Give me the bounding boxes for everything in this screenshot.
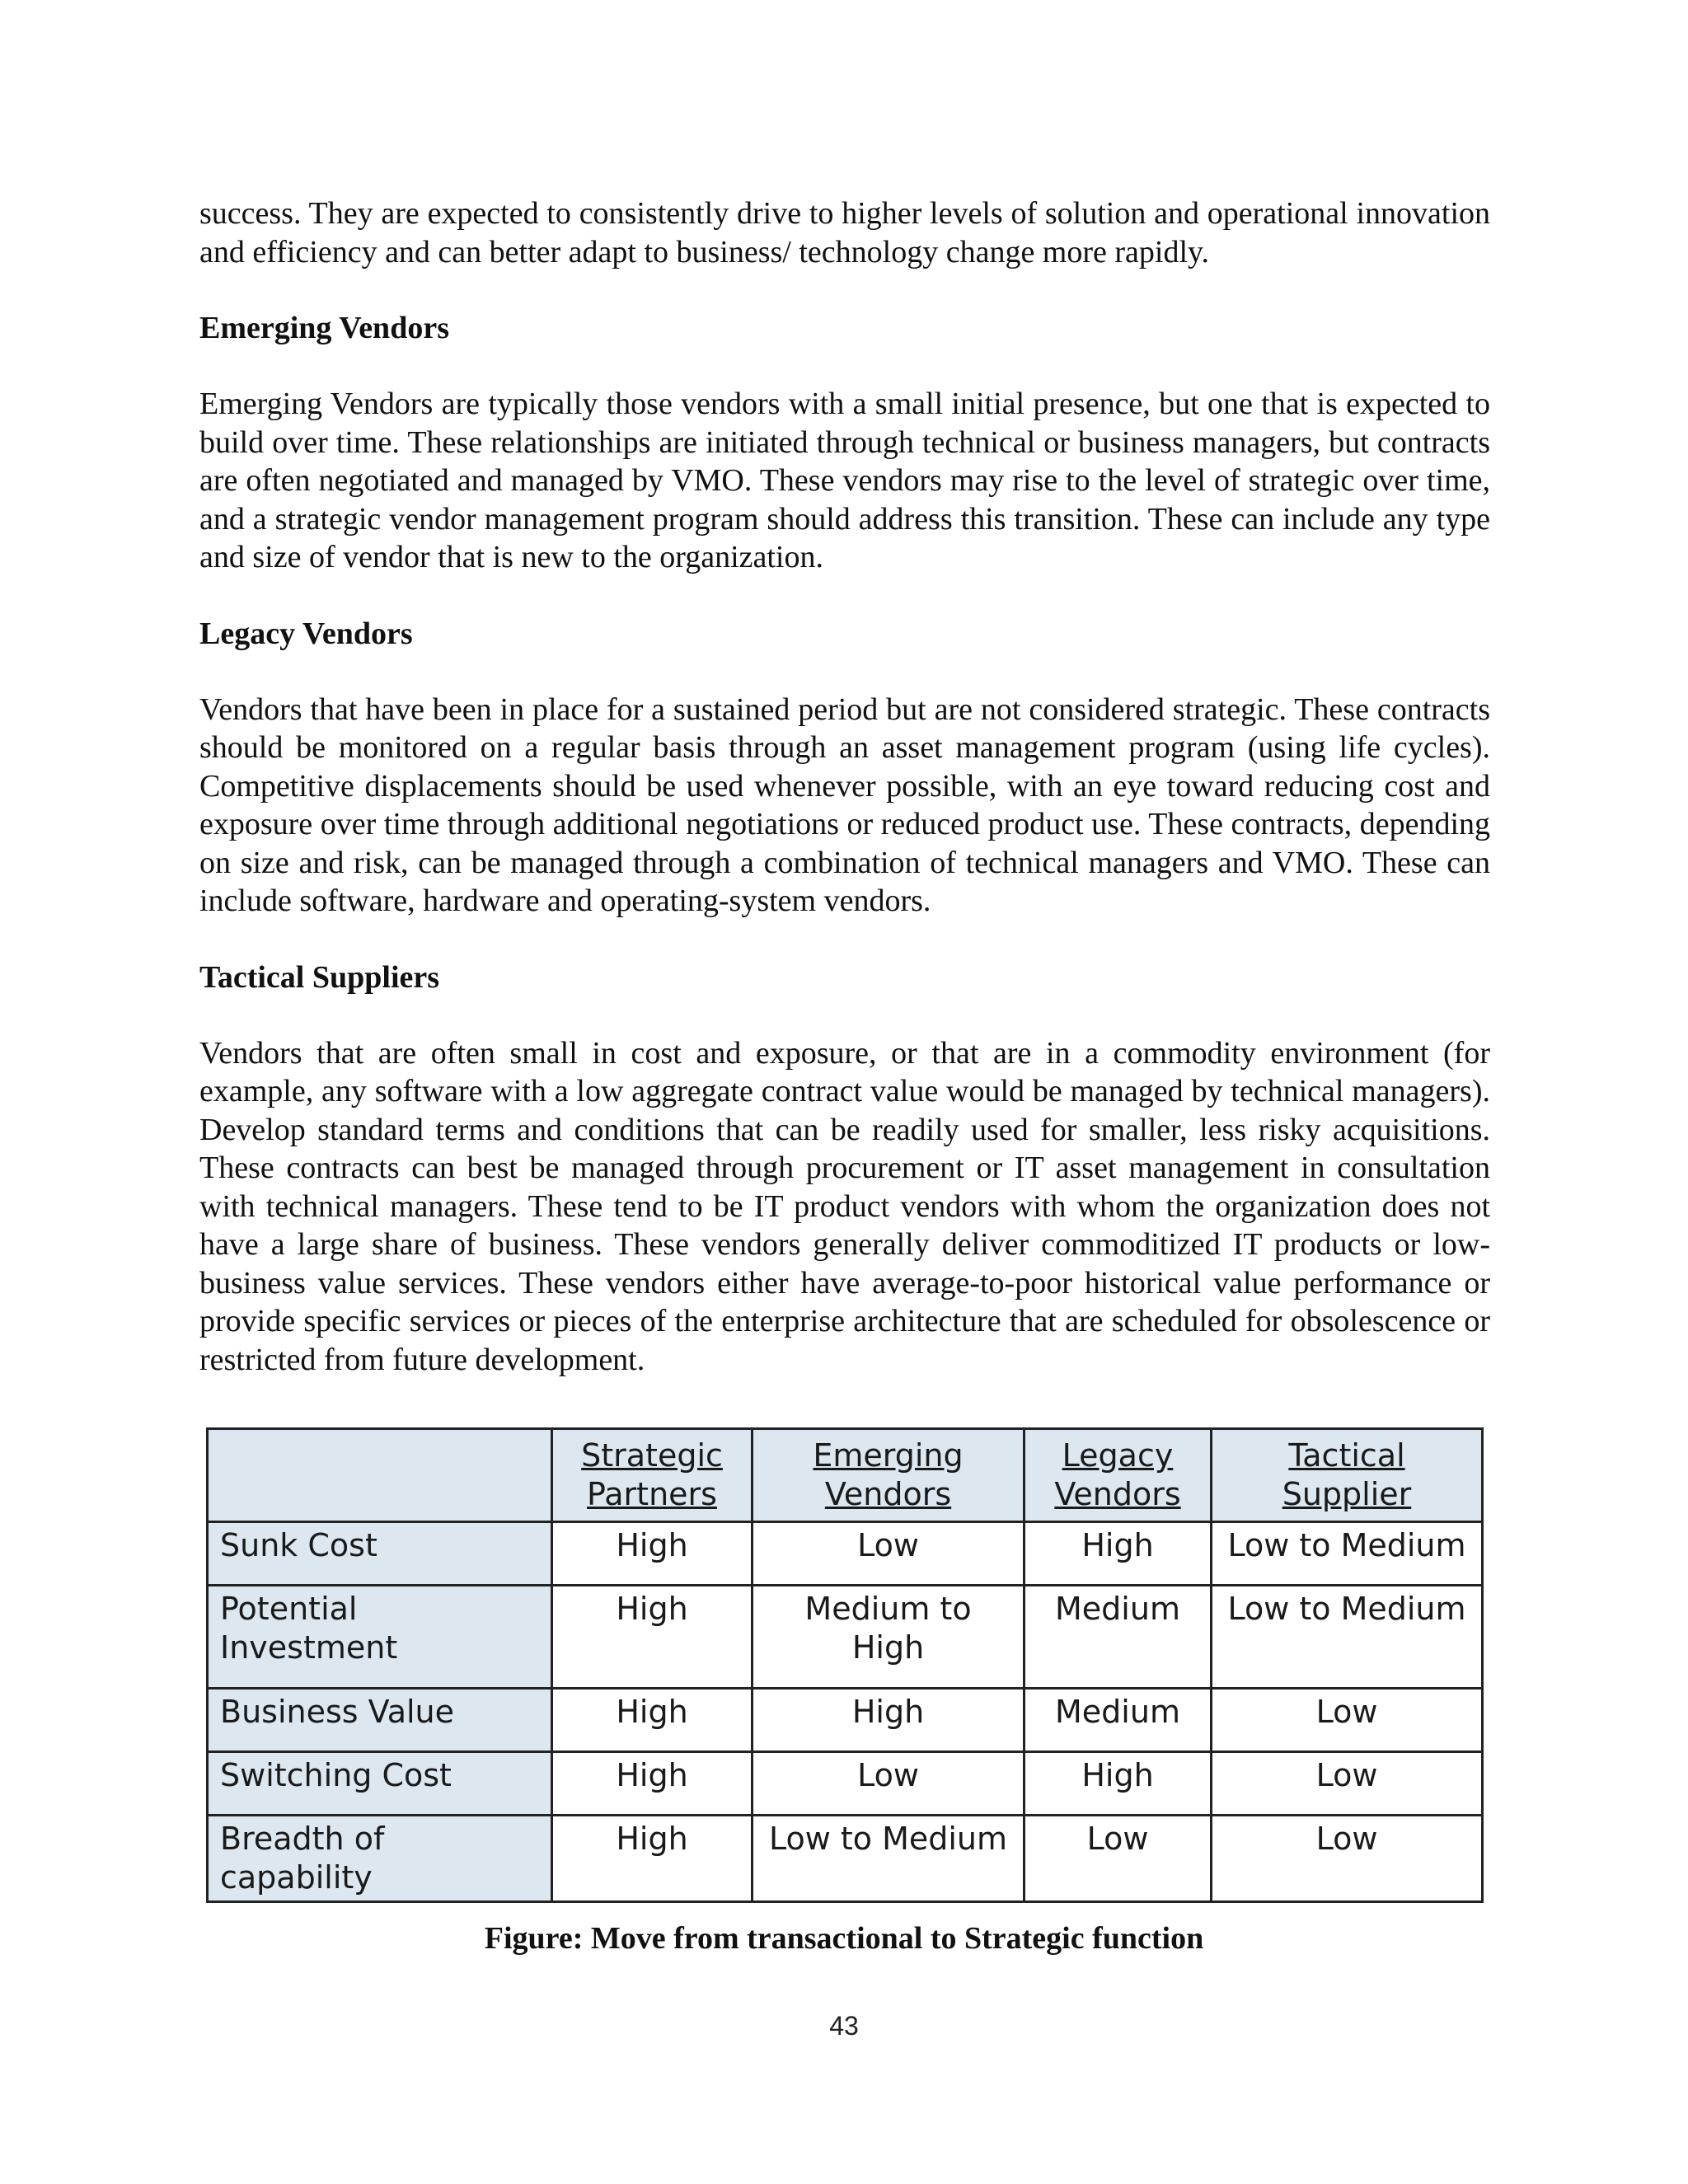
heading-legacy-vendors: Legacy Vendors	[199, 616, 413, 651]
table-cell: Medium to High	[753, 1586, 1025, 1689]
table-cell: Low	[753, 1752, 1025, 1816]
paragraph-emerging-vendors: Emerging Vendors are typically those vendors with a small initial presence, but one that is expected to build over time. These relationships are initiated through technical or business managers, but contracts are often negotiated and managed by VMO. These vendors may rise to the level of strategic over time, and a strategic vendor management program should address this transition. These can include any type and size of vendor that is new to the organization.	[199, 387, 1490, 574]
table-cell: Low	[1212, 1689, 1483, 1752]
row-header-potential-investment: Potential Investment	[208, 1586, 552, 1689]
table-cell: High	[552, 1752, 753, 1816]
heading-emerging-vendors: Emerging Vendors	[199, 311, 449, 345]
table-cell: High	[552, 1522, 753, 1586]
table-cell: High	[1025, 1522, 1212, 1586]
page-body	[199, 194, 1490, 1379]
row-header-sunk-cost: Sunk Cost	[208, 1522, 552, 1586]
table-row	[208, 1522, 1483, 1586]
table-cell: Low	[1212, 1816, 1483, 1902]
table-cell: High	[552, 1689, 753, 1752]
table-cell: Low to Medium	[1212, 1522, 1483, 1586]
column-header-strategic-partners: Strategic Partners	[552, 1429, 753, 1522]
vendor-comparison-table	[206, 1427, 1484, 1903]
table-cell: High	[753, 1689, 1025, 1752]
page-number: 43	[829, 2011, 859, 2041]
table-cell: Medium	[1025, 1586, 1212, 1689]
table-header-row	[208, 1429, 1483, 1522]
table-cell: Low	[1025, 1816, 1212, 1902]
row-header-switching-cost: Switching Cost	[208, 1752, 552, 1816]
table-row	[208, 1752, 1483, 1816]
column-header-emerging-vendors: Emerging Vendors	[753, 1429, 1025, 1522]
table-row	[208, 1689, 1483, 1752]
paragraph-intro: success. They are expected to consistently drive to higher levels of solution and operational innovation and efficiency and can better adapt to business/ technology change more rapidly.	[199, 196, 1490, 269]
table-cell: Low to Medium	[1212, 1586, 1483, 1689]
column-header-tactical-supplier: Tactical Supplier	[1212, 1429, 1483, 1522]
table-row	[208, 1816, 1483, 1902]
table-cell: Low to Medium	[753, 1816, 1025, 1902]
table-corner-cell	[208, 1429, 552, 1522]
paragraph-tactical-suppliers: Vendors that are often small in cost and exposure, or that are in a commodity environment (for example, any software with a low aggregate contract value would be managed by technical managers). Develop standard terms and conditions that can be readily used for smaller, less risky acquisitions. These contracts can best be managed through procurement or IT asset management in consultation with technical managers. These tend to be IT product vendors with whom the organization does not have a large share of business. These vendors generally deliver commoditized IT products or low-business value services. These vendors either have average-to-poor historical value performance or provide specific services or pieces of the enterprise architecture that are scheduled for obsolescence or restricted from future development.	[199, 1035, 1490, 1377]
table-cell: Low	[1212, 1752, 1483, 1816]
table-cell: Low	[753, 1522, 1025, 1586]
figure-caption: Figure: Move from transactional to Strategic function	[484, 1921, 1204, 1956]
heading-tactical-suppliers: Tactical Suppliers	[199, 959, 440, 995]
paragraph-legacy-vendors: Vendors that have been in place for a sustained period but are not considered strategic. These contracts should be monitored on a regular basis through an asset management program (using life cycles). Competitive displacements should be used whenever possible, with an eye toward reducing cost and exposure over time through additional negotiations or reduced product use. These contracts, depending on size and risk, can be managed through a combination of technical managers and VMO. These can include software, hardware and operating-system vendors.	[199, 691, 1490, 918]
row-header-breadth-of-capability: Breadth of capability	[208, 1816, 552, 1902]
table-row	[208, 1586, 1483, 1689]
table-cell: High	[552, 1586, 753, 1689]
column-header-legacy-vendors: Legacy Vendors	[1025, 1429, 1212, 1522]
table-cell: Medium	[1025, 1689, 1212, 1752]
table-cell: High	[1025, 1752, 1212, 1816]
row-header-business-value: Business Value	[208, 1689, 552, 1752]
table-cell: High	[552, 1816, 753, 1902]
